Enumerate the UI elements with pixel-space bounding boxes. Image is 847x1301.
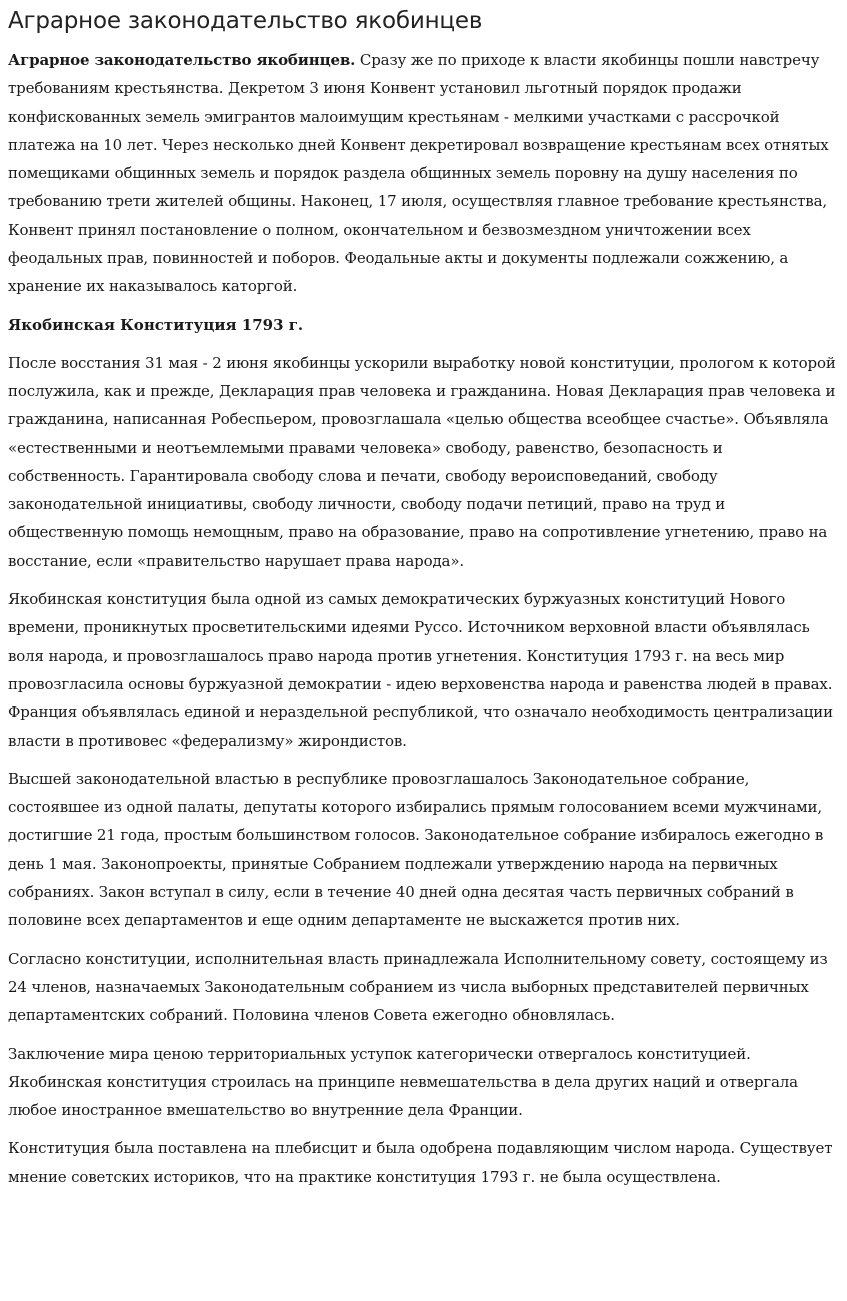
paragraph-legislative-power: Высшей законодательной властью в республике провозглашалось Законодательное собрание, состоявшее из одной палаты, депутаты которого избирались прямым голосованием всеми мужчинами, достигшие 21 года, простым большинством голосов. Законодательное собрание избиралось ежегодно в день 1 мая. Законопроекты, принятые Собранием подлежали утверждению народа на первичных собраниях. Закон вступал в силу, если в течение 40 дней одна десятая часть первичных собраний в половине всех департаментов и еще одним департаменте не выскажется против них. bbox=[8, 769, 824, 930]
paragraph-democratic-constitution: Якобинская конституция была одной из самых демократических буржуазных конституций Нового времени, проникнутых просветительскими идеями Руссо. Источником верховной власти объявлялась воля народа, и провозглашалось право народа против угнетения. Конституция 1793 г. на весь мир провозгласила основы буржуазной демократии - идею верховенства народа и равенства людей в правах. Франция объявлялась единой и нераздельной республикой, что означало необходимость централизации власти в противовес «федерализму» жирондистов. bbox=[8, 590, 834, 750]
paragraph-foreign-policy: Заключение мира ценою территориальных уступок категорически отвергалось конституцией. Якобинская конституция строилась на принципе невмешательства в дела других наций и отвергала любое иностранное вмешательство во внутренние дела Франции. bbox=[8, 1044, 798, 1120]
paragraph-plebiscite: Конституция была поставлена на плебисцит и была одобрена подавляющим числом народа. Существует мнение советских историков, что на практике конституция 1793 г. не была осуществлена. bbox=[8, 1139, 833, 1186]
paragraph-executive-power: Согласно конституции, исполнительная власть принадлежала Исполнительному совету, состоящему из 24 членов, назначаемых Законодательным собранием из числа выборных представителей первичных департаментских собраний. Половина членов Совета ежегодно обновлялась. bbox=[8, 949, 828, 1025]
paragraph-declaration: После восстания 31 мая - 2 июня якобинцы ускорили выработку новой конституции, прологом к которой послужила, как и прежде, Декларация прав человека и гражданина. Новая Декларация прав человека и гражданина, написанная Робеспьером, провозглашала «целью общества всеобщее счастье». Объявляла «естественными и неотъемлемыми правами человека» свободу, равенство, безопасность и собственность. Гарантировала свободу слова и печати, свободу вероисповеданий, свободу законодательной инициативы, свободу личности, свободу подачи петиций, право на труд и общественную помощь немощным, право на образование, право на сопротивление угнетению, право на восстание, если «правительство нарушает права народа». bbox=[8, 353, 836, 570]
intro-text: Сразу же по приходе к власти якобинцы пошли навстречу требованиям крестьянства. Декретом 3 июня Конвент установил льготный порядок продажи конфискованных земель эмигрантов малоимущим крестьянам - мелкими участками с рассрочкой платежа на 10 лет. Через несколько дней Конвент декретировал возвращение крестьянам всех отнятых помещиками общинных земель и порядок раздела общинных земель поровну на душу населения по требованию трети жителей общины. Наконец, 17 июля, осуществляя главное требование крестьянства, Конвент принял постановление о полном, окончательном и безвозмездном уничтожении всех феодальных прав, повинностей и поборов. Феодальные акты и документы подлежали сожжению, а хранение их наказывалось каторгой. bbox=[8, 51, 829, 296]
page-title: Аграрное законодательство якобинцев bbox=[8, 8, 483, 34]
intro-lead: Аграрное законодательство якобинцев. bbox=[8, 51, 356, 69]
constitution-heading: Якобинская Конституция 1793 г. bbox=[8, 315, 304, 334]
intro-paragraph bbox=[8, 46, 839, 301]
